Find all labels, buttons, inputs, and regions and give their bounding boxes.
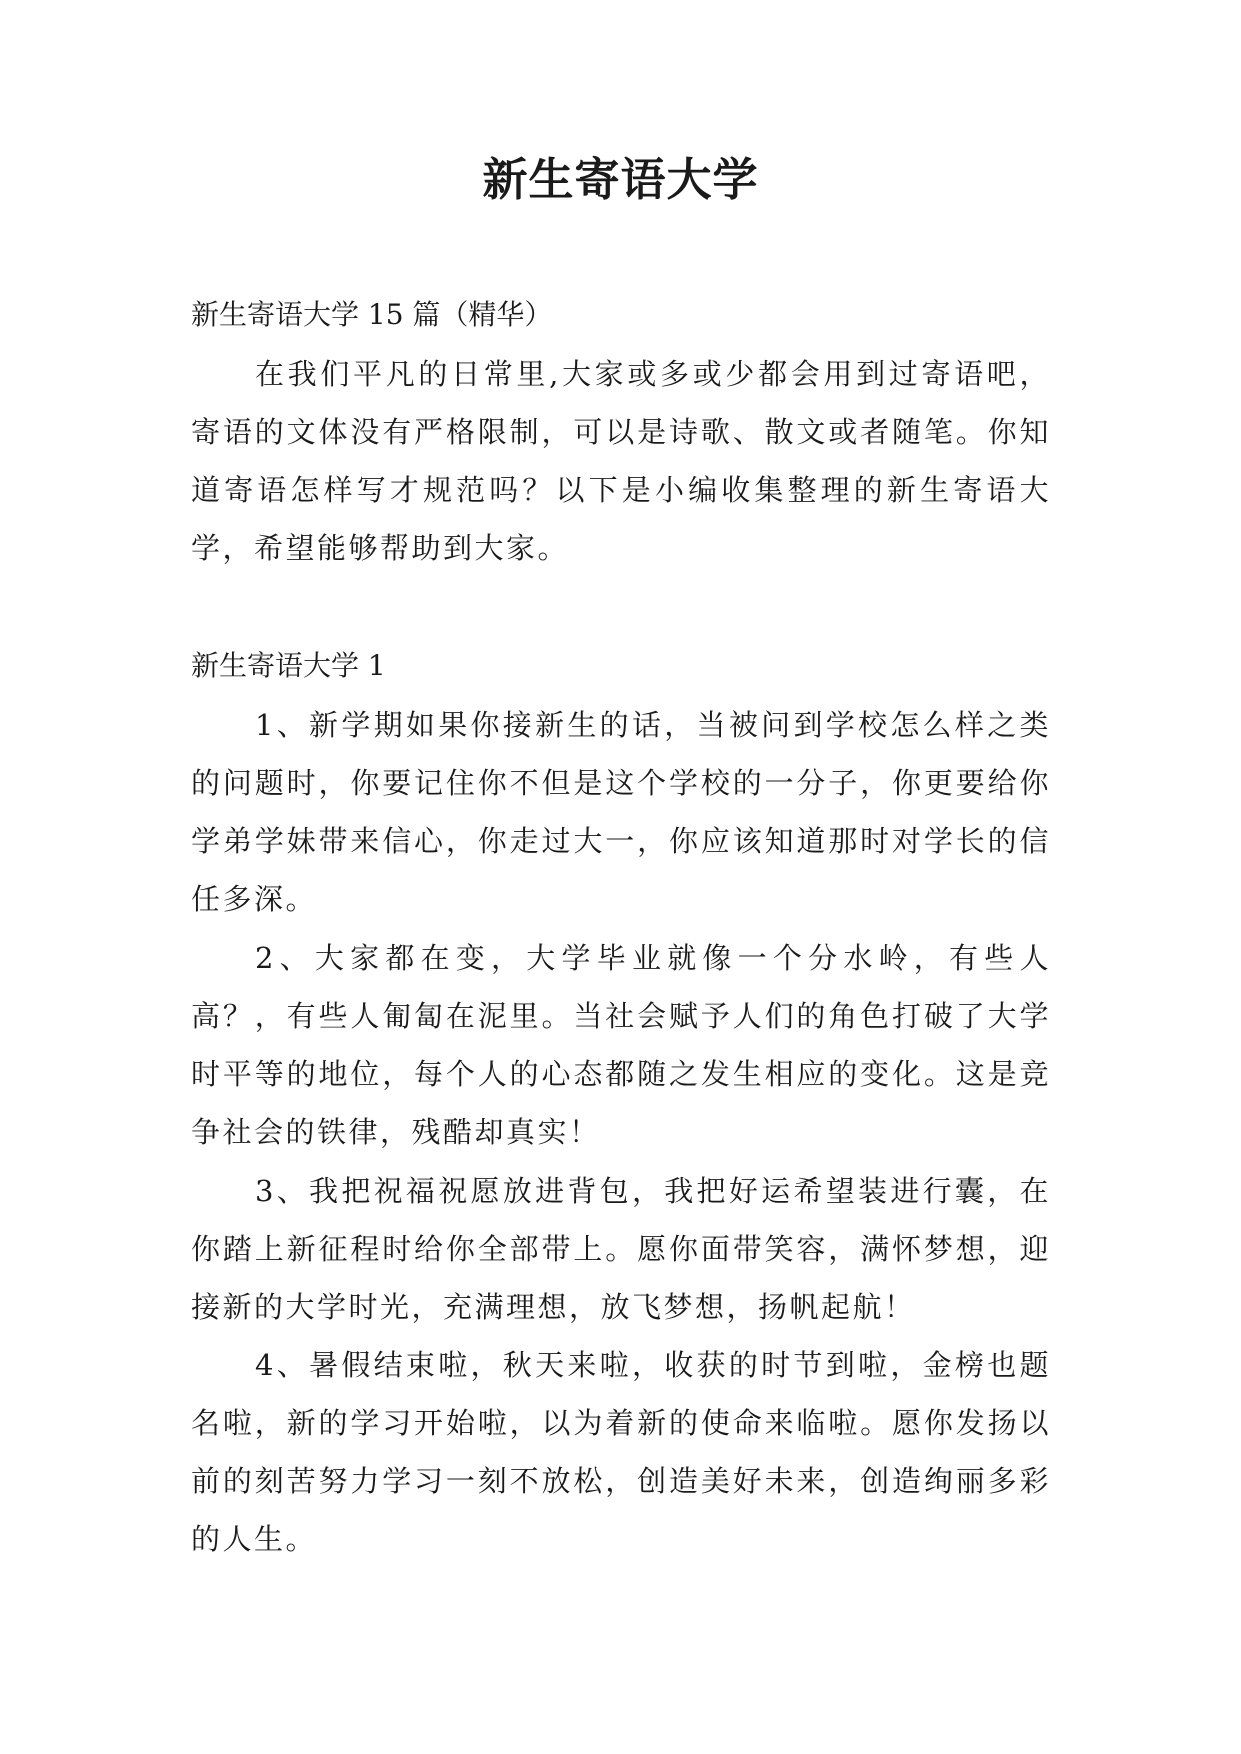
paragraph-1: 1、新学期如果你接新生的话，当被问到学校怎么样之类的问题时，你要记住你不但是这个学校的一分子，你更要给你学弟学妹带来信心，你走过大一，你应该知道那时对学长的信任多深。 xyxy=(191,708,1051,916)
intro-paragraph: 在我们平凡的日常里,大家或多或少都会用到过寄语吧，寄语的文体没有严格限制，可以是诗歌、散文或者随笔。你知道寄语怎样写才规范吗？以下是小编收集整理的新生寄语大学，希望能够帮助到大家。 xyxy=(191,357,1051,565)
paragraph-3: 3、我把祝福祝愿放进背包，我把好运希望装进行囊，在你踏上新征程时给你全部带上。愿你面带笑容，满怀梦想，迎接新的大学时光，充满理想，放飞梦想，扬帆起航！ xyxy=(191,1174,1051,1324)
document-title: 新生寄语大学 xyxy=(482,153,759,206)
paragraph-4: 4、暑假结束啦，秋天来啦，收获的时节到啦，金榜也题名啦，新的学习开始啦，以为着新的使命来临啦。愿你发扬以前的刻苦努力学习一刻不放松，创造美好未来，创造绚丽多彩的人生。 xyxy=(191,1348,1051,1556)
paragraph-2: 2、大家都在变，大学毕业就像一个分水岭，有些人高？，有些人匍匐在泥里。当社会赋予人们的角色打破了大学时平等的地位，每个人的心态都随之发生相应的变化。这是竞争社会的铁律，残酷却真实！ xyxy=(191,941,1051,1149)
document-subtitle: 新生寄语大学 15 篇（精华） xyxy=(191,298,553,331)
section-heading: 新生寄语大学 1 xyxy=(191,649,386,682)
